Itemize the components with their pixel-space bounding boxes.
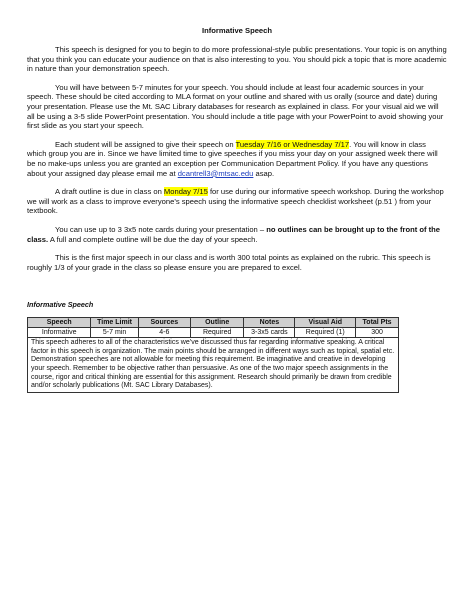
note-cards-bold-rule: no outlines can be brought up to the front of the class. — [27, 224, 441, 244]
cell-sources: 4-6 — [138, 328, 190, 338]
paragraph-note-cards — [27, 225, 447, 244]
paragraph-points — [27, 253, 447, 272]
header-speech: Speech — [28, 318, 91, 328]
cell-notes: 3-3x5 cards — [244, 328, 295, 338]
header-outline: Outline — [190, 318, 243, 328]
highlighted-outline-date: Monday 7/15 — [163, 187, 208, 197]
schedule-text-middle: . You will know in class which group you are in. Since we have limited time to give speeches if you miss your day on your assigned week there will be no make-ups unless you are granted an exception per Communication Department Policy. If you have any questions about your assigned day please email me at — [27, 139, 438, 178]
speech-requirements-table — [27, 317, 399, 393]
email-link[interactable]: dcantrell3@mtsac.edu — [177, 168, 254, 178]
header-notes: Notes — [244, 318, 295, 328]
table-header-row — [28, 318, 399, 328]
schedule-text-end: asap. — [253, 168, 275, 178]
paragraph-outline-draft — [27, 187, 447, 216]
outline-text-start: A draft outline is due in class on — [55, 187, 164, 197]
header-time-limit: Time Limit — [91, 318, 138, 328]
paragraph-intro — [27, 45, 447, 74]
paragraph-intro-text: This speech is designed for you to begin to do more professional-style public presentations. Your topic is on anything that you think you can educate your audience on that is also interesting to you. You should pick a topic that is more academic in nature than your demonstration speech. — [27, 45, 447, 74]
schedule-text-start: Each student will be assigned to give their speech on — [55, 139, 236, 149]
header-total-pts: Total Pts — [356, 318, 399, 328]
note-cards-text-end: A full and complete outline will be due the day of your speech. — [48, 234, 258, 244]
table-row — [28, 328, 399, 338]
section-label: Informative Speech — [27, 300, 94, 310]
paragraph-schedule — [27, 140, 447, 178]
cell-visual-aid: Required (1) — [295, 328, 356, 338]
cell-total-pts: 300 — [356, 328, 399, 338]
highlighted-speech-dates: Tuesday 7/16 or Wednesday 7/17 — [235, 139, 350, 149]
table-description-row — [28, 338, 399, 393]
cell-outline: Required — [190, 328, 243, 338]
paragraph-time-sources-text: You will have between 5-7 minutes for your speech. You should include at least four academic sources in your speech. These should be cited according to MLA format on your outline and shared with us orally (source and date) during your presentation. Please use the Mt. SAC Library databases for research as explained in class. For your visual aid we will all be using a 3-5 slide PowerPoint presentation. You should include a title page with your PowerPoint to avoid showing your first slide as you start your speech. — [27, 82, 444, 131]
paragraph-points-text: This is the first major speech in our class and is worth 300 total points as explained on the rubric. This speech is roughly 1/3 of your grade in the class so please ensure you are prepared to excel. — [27, 253, 431, 272]
document-page — [27, 26, 447, 393]
outline-text-end: for use during our informative speech workshop. During the workshop we will work as a class to improve everyone’s speech using the informative speech checklist worksheet (p.51 ) from your textbook. — [27, 187, 444, 216]
cell-description: This speech adheres to all of the characteristics we’ve discussed thus far regarding informative speaking. A critical factor in this speech is organization. The main points should be arranged in different ways such as topical, spatial etc. Demonstration speeches are not allowable for meeting this requirement. Be imaginative and creative in developing your speech. Remember to be objective rather than persuasive. As one of the two major speech assignments in the course, rigor and critical thinking are essential for this assignment. Research should primarily be drawn from credible and/or scholarly publications (Mt. SAC Library Databases). — [28, 338, 399, 393]
note-cards-text-start: You can use up to 3 3x5 note cards during your presentation – — [55, 224, 267, 234]
header-sources: Sources — [138, 318, 190, 328]
cell-time-limit: 5-7 min — [91, 328, 138, 338]
cell-speech: Informative — [28, 328, 91, 338]
document-title: Informative Speech — [201, 26, 273, 35]
header-visual-aid: Visual Aid — [295, 318, 356, 328]
paragraph-time-sources — [27, 83, 447, 131]
